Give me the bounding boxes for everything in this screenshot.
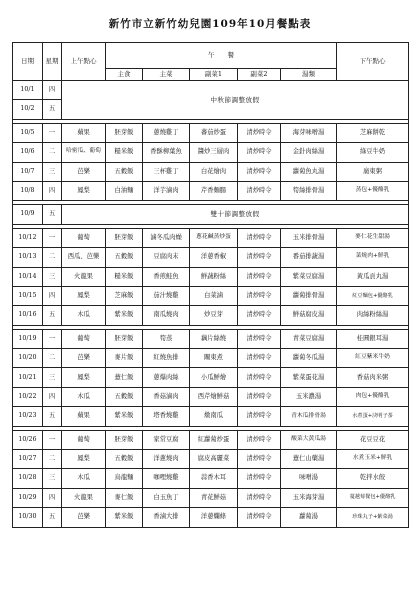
am-snack-cell: 木瓜 (62, 469, 106, 488)
table-row (13, 387, 409, 406)
date-cell: 10/27 (13, 450, 43, 469)
date-cell: 10/22 (13, 387, 43, 406)
staple-cell: 烏龍麵 (106, 469, 143, 488)
date-cell: 10/14 (13, 267, 43, 286)
table-row (13, 143, 409, 162)
soup-cell: 蘿蔔湯 (281, 508, 337, 527)
date-cell: 10/7 (13, 162, 43, 181)
menu-table (12, 42, 409, 528)
soup-cell: 海芽味噌湯 (281, 123, 337, 142)
side1-cell: 白花燴肉 (190, 162, 238, 181)
main-dish-cell: 紅燒魚排 (143, 349, 190, 368)
am-snack-cell: 火龍果 (62, 488, 106, 507)
side1-cell: 藕片絲燒 (190, 329, 238, 348)
page-title: 新竹市立新竹幼兒園109年10月餐點表 (108, 18, 312, 30)
pm-snack-cell: 蒸包+優酪乳 (337, 181, 409, 200)
staple-cell: 紫米飯 (106, 306, 143, 325)
soup-cell: 蘿蔔魚丸湯 (281, 162, 337, 181)
weekday-cell: 二 (43, 248, 62, 267)
am-snack-cell: 蘋果 (62, 123, 106, 142)
main-dish-cell: 南瓜燒肉 (143, 306, 190, 325)
weekday-cell: 四 (43, 488, 62, 507)
am-snack-cell: 鳳梨 (62, 450, 106, 469)
side2-cell: 清炒時令 (238, 248, 281, 267)
soup-cell: 蘿蔔排骨湯 (281, 286, 337, 305)
side2-cell: 清炒時令 (238, 181, 281, 200)
date-cell: 10/28 (13, 469, 43, 488)
header-main-dish: 主菜 (143, 69, 190, 81)
am-snack-cell: 鳳梨 (62, 286, 106, 305)
table-row (13, 430, 409, 449)
table-row (13, 407, 409, 426)
side2-cell: 清炒時令 (238, 267, 281, 286)
date-cell: 10/30 (13, 508, 43, 527)
am-snack-cell: 芭樂 (62, 508, 106, 527)
side1-cell: 白菜滷 (190, 286, 238, 305)
staple-cell: 胚芽飯 (106, 430, 143, 449)
table-row (13, 81, 409, 100)
side1-cell: 蔥花鹹蒸炒蛋 (190, 228, 238, 247)
pm-snack-cell: 乾拌水餃 (337, 469, 409, 488)
side1-cell: 青花鮮菇 (190, 488, 238, 507)
date-cell: 10/16 (13, 306, 43, 325)
soup-cell: 玉米海芽湯 (281, 488, 337, 507)
date-cell: 10/13 (13, 248, 43, 267)
weekday-cell: 三 (43, 267, 62, 286)
soup-cell: 紫菜蛋花湯 (281, 368, 337, 387)
side1-cell: 醬炒三層肉 (190, 143, 238, 162)
weekday-cell: 二 (43, 143, 62, 162)
side2-cell: 清炒時令 (238, 407, 281, 426)
pm-snack-cell: 廣東粥 (337, 162, 409, 181)
side1-cell: 紅蘿蔔炒蛋 (190, 430, 238, 449)
soup-cell: 薏仁山藥湯 (281, 450, 337, 469)
am-snack-cell: 火龍果 (62, 267, 106, 286)
pm-snack-cell: 香菇肉米粥 (337, 368, 409, 387)
weekday-cell: 四 (43, 181, 62, 200)
header-weekday: 星期 (43, 43, 62, 81)
side2-cell: 清炒時令 (238, 387, 281, 406)
main-dish-cell: 香煎鮭魚 (143, 267, 190, 286)
weekday-cell: 四 (43, 387, 62, 406)
staple-cell: 芝麻飯 (106, 286, 143, 305)
am-snack-cell: 蘋果 (62, 407, 106, 426)
staple-cell: 薏仁飯 (106, 368, 143, 387)
staple-cell: 五穀飯 (106, 387, 143, 406)
am-snack-cell: 芭樂 (62, 349, 106, 368)
table-row (13, 162, 409, 181)
weekday-cell: 四 (43, 81, 62, 100)
table-row (13, 508, 409, 527)
side1-cell: 蒜香木耳 (190, 469, 238, 488)
pm-snack-cell: 蔓越莓餐包+優酪乳 (337, 488, 409, 507)
side2-cell: 清炒時令 (238, 143, 281, 162)
main-dish-cell: 蔥燒雞丁 (143, 123, 190, 142)
am-snack-cell: 鳳梨 (62, 368, 106, 387)
staple-cell: 白油麵 (106, 181, 143, 200)
weekday-cell: 五 (43, 100, 62, 119)
weekday-cell: 四 (43, 286, 62, 305)
soup-cell: 青木瓜排骨湯 (281, 407, 337, 426)
pm-snack-cell: 麥仁花生甜湯 (337, 228, 409, 247)
main-dish-cell: 洋蔥燒肉 (143, 450, 190, 469)
am-snack-cell: 哈密瓜、葡萄 (62, 143, 106, 162)
side2-cell: 清炒時令 (238, 469, 281, 488)
date-cell: 10/19 (13, 329, 43, 348)
soup-cell: 鮮菇腐皮湯 (281, 306, 337, 325)
pm-snack-cell: 花豆豆花 (337, 430, 409, 449)
am-snack-cell: 芭樂 (62, 162, 106, 181)
header-pm-snack: 下午點心 (337, 43, 409, 81)
side2-cell: 清炒時令 (238, 286, 281, 305)
staple-cell: 糙米飯 (106, 267, 143, 286)
side2-cell: 清炒時令 (238, 349, 281, 368)
side1-cell: 腐皮高麗菜 (190, 450, 238, 469)
side2-cell: 清炒時令 (238, 488, 281, 507)
header-lunch: 午 餐 (106, 43, 337, 69)
am-snack-cell: 西瓜、芭樂 (62, 248, 106, 267)
staple-cell: 紫米飯 (106, 407, 143, 426)
header-staple: 主食 (106, 69, 143, 81)
weekday-cell: 五 (43, 407, 62, 426)
date-cell: 10/29 (13, 488, 43, 507)
side1-cell: 小瓜鮮燴 (190, 368, 238, 387)
date-cell: 10/2 (13, 100, 43, 119)
side1-cell: 鮮蔬粉絲 (190, 267, 238, 286)
side1-cell: 燉南瓜 (190, 407, 238, 426)
weekday-cell: 一 (43, 228, 62, 247)
main-dish-cell: 洋芋滷肉 (143, 181, 190, 200)
staple-cell: 糙米飯 (106, 143, 143, 162)
table-row (13, 286, 409, 305)
header-side1: 副菜1 (190, 69, 238, 81)
main-dish-cell: 豆腐肉末 (143, 248, 190, 267)
staple-cell: 胚芽飯 (106, 228, 143, 247)
pm-snack-cell: 水煮玉米+鮮乳 (337, 450, 409, 469)
weekday-cell: 一 (43, 430, 62, 449)
table-row (13, 349, 409, 368)
main-dish-cell: 塔香燒雞 (143, 407, 190, 426)
table-row (13, 181, 409, 200)
side1-cell: 炒豆芽 (190, 306, 238, 325)
holiday-cell: 雙十節調整放假 (62, 205, 409, 224)
table-row (13, 306, 409, 325)
main-dish-cell: 茄汁燒雞 (143, 286, 190, 305)
main-dish-cell: 咖哩燒雞 (143, 469, 190, 488)
table-row (13, 368, 409, 387)
date-cell: 10/23 (13, 407, 43, 426)
staple-cell: 胚芽飯 (106, 329, 143, 348)
pm-snack-cell: 紅豆紫米牛奶 (337, 349, 409, 368)
pm-snack-cell: 紅豆麵包+優酪乳 (337, 286, 409, 305)
pm-snack-cell: 桂圓銀耳湯 (337, 329, 409, 348)
staple-cell: 五穀飯 (106, 248, 143, 267)
side1-cell: 關東煮 (190, 349, 238, 368)
side2-cell: 清炒時令 (238, 368, 281, 387)
date-cell: 10/12 (13, 228, 43, 247)
staple-cell: 五穀飯 (106, 162, 143, 181)
side1-cell: 洋蔥爛條 (190, 508, 238, 527)
side2-cell: 清炒時令 (238, 329, 281, 348)
date-cell: 10/21 (13, 368, 43, 387)
side1-cell: 西芹燴鮮菇 (190, 387, 238, 406)
side1-cell: 芹香麵腸 (190, 181, 238, 200)
soup-cell: 味噌湯 (281, 469, 337, 488)
weekday-cell: 二 (43, 349, 62, 368)
side2-cell: 清炒時令 (238, 450, 281, 469)
main-dish-cell: 蔥爆肉絲 (143, 368, 190, 387)
weekday-cell: 五 (43, 306, 62, 325)
weekday-cell: 三 (43, 469, 62, 488)
date-cell: 10/8 (13, 181, 43, 200)
pm-snack-cell: 珍珠丸子+紫菜湯 (337, 508, 409, 527)
soup-cell: 玉米濃湯 (281, 387, 337, 406)
date-cell: 10/26 (13, 430, 43, 449)
table-row (13, 267, 409, 286)
soup-cell: 番茄排蔬湯 (281, 248, 337, 267)
soup-cell: 酸菜大黃瓜湯 (281, 430, 337, 449)
table-row (13, 228, 409, 247)
header-side2: 副菜2 (238, 69, 281, 81)
staple-cell: 麥片飯 (106, 349, 143, 368)
weekday-cell: 五 (43, 205, 62, 224)
pm-snack-cell: 水煮蛋+決明子茶 (337, 407, 409, 426)
date-cell: 10/9 (13, 205, 43, 224)
table-row (13, 123, 409, 142)
main-dish-cell: 白玉魚丁 (143, 488, 190, 507)
side1-cell: 洋蔥香椒 (190, 248, 238, 267)
header-row (13, 43, 409, 69)
pm-snack-cell: 肉絲粉絲湯 (337, 306, 409, 325)
soup-cell: 青菜豆腐湯 (281, 329, 337, 348)
pm-snack-cell: 黃瓜貢丸湯 (337, 267, 409, 286)
main-dish-cell: 滷冬瓜肉燥 (143, 228, 190, 247)
weekday-cell: 一 (43, 123, 62, 142)
table-row (13, 248, 409, 267)
main-dish-cell: 香滷大排 (143, 508, 190, 527)
date-cell: 10/20 (13, 349, 43, 368)
am-snack-cell: 葡萄 (62, 430, 106, 449)
pm-snack-cell: 菜燒肉+鮮乳 (337, 248, 409, 267)
weekday-cell: 二 (43, 450, 62, 469)
main-dish-cell: 三杯雞丁 (143, 162, 190, 181)
table-row (13, 205, 409, 224)
am-snack-cell: 葡萄 (62, 228, 106, 247)
am-snack-cell: 葡萄 (62, 329, 106, 348)
staple-cell: 胚芽飯 (106, 123, 143, 142)
pm-snack-cell: 肉包+優酪乳 (337, 387, 409, 406)
side2-cell: 清炒時令 (238, 508, 281, 527)
header-soup: 湯類 (281, 69, 337, 81)
side2-cell: 清炒時令 (238, 306, 281, 325)
holiday-cell: 中秋節調整放假 (62, 81, 409, 120)
side1-cell: 蕃茄炒蛋 (190, 123, 238, 142)
table-row (13, 329, 409, 348)
date-cell: 10/15 (13, 286, 43, 305)
am-snack-cell: 鳳梨 (62, 181, 106, 200)
soup-cell: 金針肉絲湯 (281, 143, 337, 162)
staple-cell: 麥仁飯 (106, 488, 143, 507)
date-cell: 10/6 (13, 143, 43, 162)
soup-cell: 蘿蔔冬瓜湯 (281, 349, 337, 368)
header-am-snack: 上午點心 (62, 43, 106, 81)
main-dish-cell: 香菇滷肉 (143, 387, 190, 406)
date-cell: 10/5 (13, 123, 43, 142)
weekday-cell: 三 (43, 368, 62, 387)
header-date: 日期 (13, 43, 43, 81)
am-snack-cell: 木瓜 (62, 306, 106, 325)
side2-cell: 清炒時令 (238, 162, 281, 181)
staple-cell: 紫米飯 (106, 508, 143, 527)
side2-cell: 清炒時令 (238, 228, 281, 247)
pm-snack-cell: 芝麻餅乾 (337, 123, 409, 142)
table-row (13, 488, 409, 507)
staple-cell: 五穀飯 (106, 450, 143, 469)
pm-snack-cell: 綠豆牛奶 (337, 143, 409, 162)
side2-cell: 清炒時令 (238, 123, 281, 142)
weekday-cell: 一 (43, 329, 62, 348)
date-cell: 10/1 (13, 81, 43, 100)
main-dish-cell: 筍蒸 (143, 329, 190, 348)
weekday-cell: 五 (43, 508, 62, 527)
main-dish-cell: 香酥柳葉魚 (143, 143, 190, 162)
main-dish-cell: 家常豆腐 (143, 430, 190, 449)
soup-cell: 筍絲排骨湯 (281, 181, 337, 200)
soup-cell: 玉米排骨湯 (281, 228, 337, 247)
soup-cell: 紫菜豆腐湯 (281, 267, 337, 286)
table-row (13, 469, 409, 488)
side2-cell: 清炒時令 (238, 430, 281, 449)
weekday-cell: 三 (43, 162, 62, 181)
am-snack-cell: 木瓜 (62, 387, 106, 406)
table-row (13, 450, 409, 469)
